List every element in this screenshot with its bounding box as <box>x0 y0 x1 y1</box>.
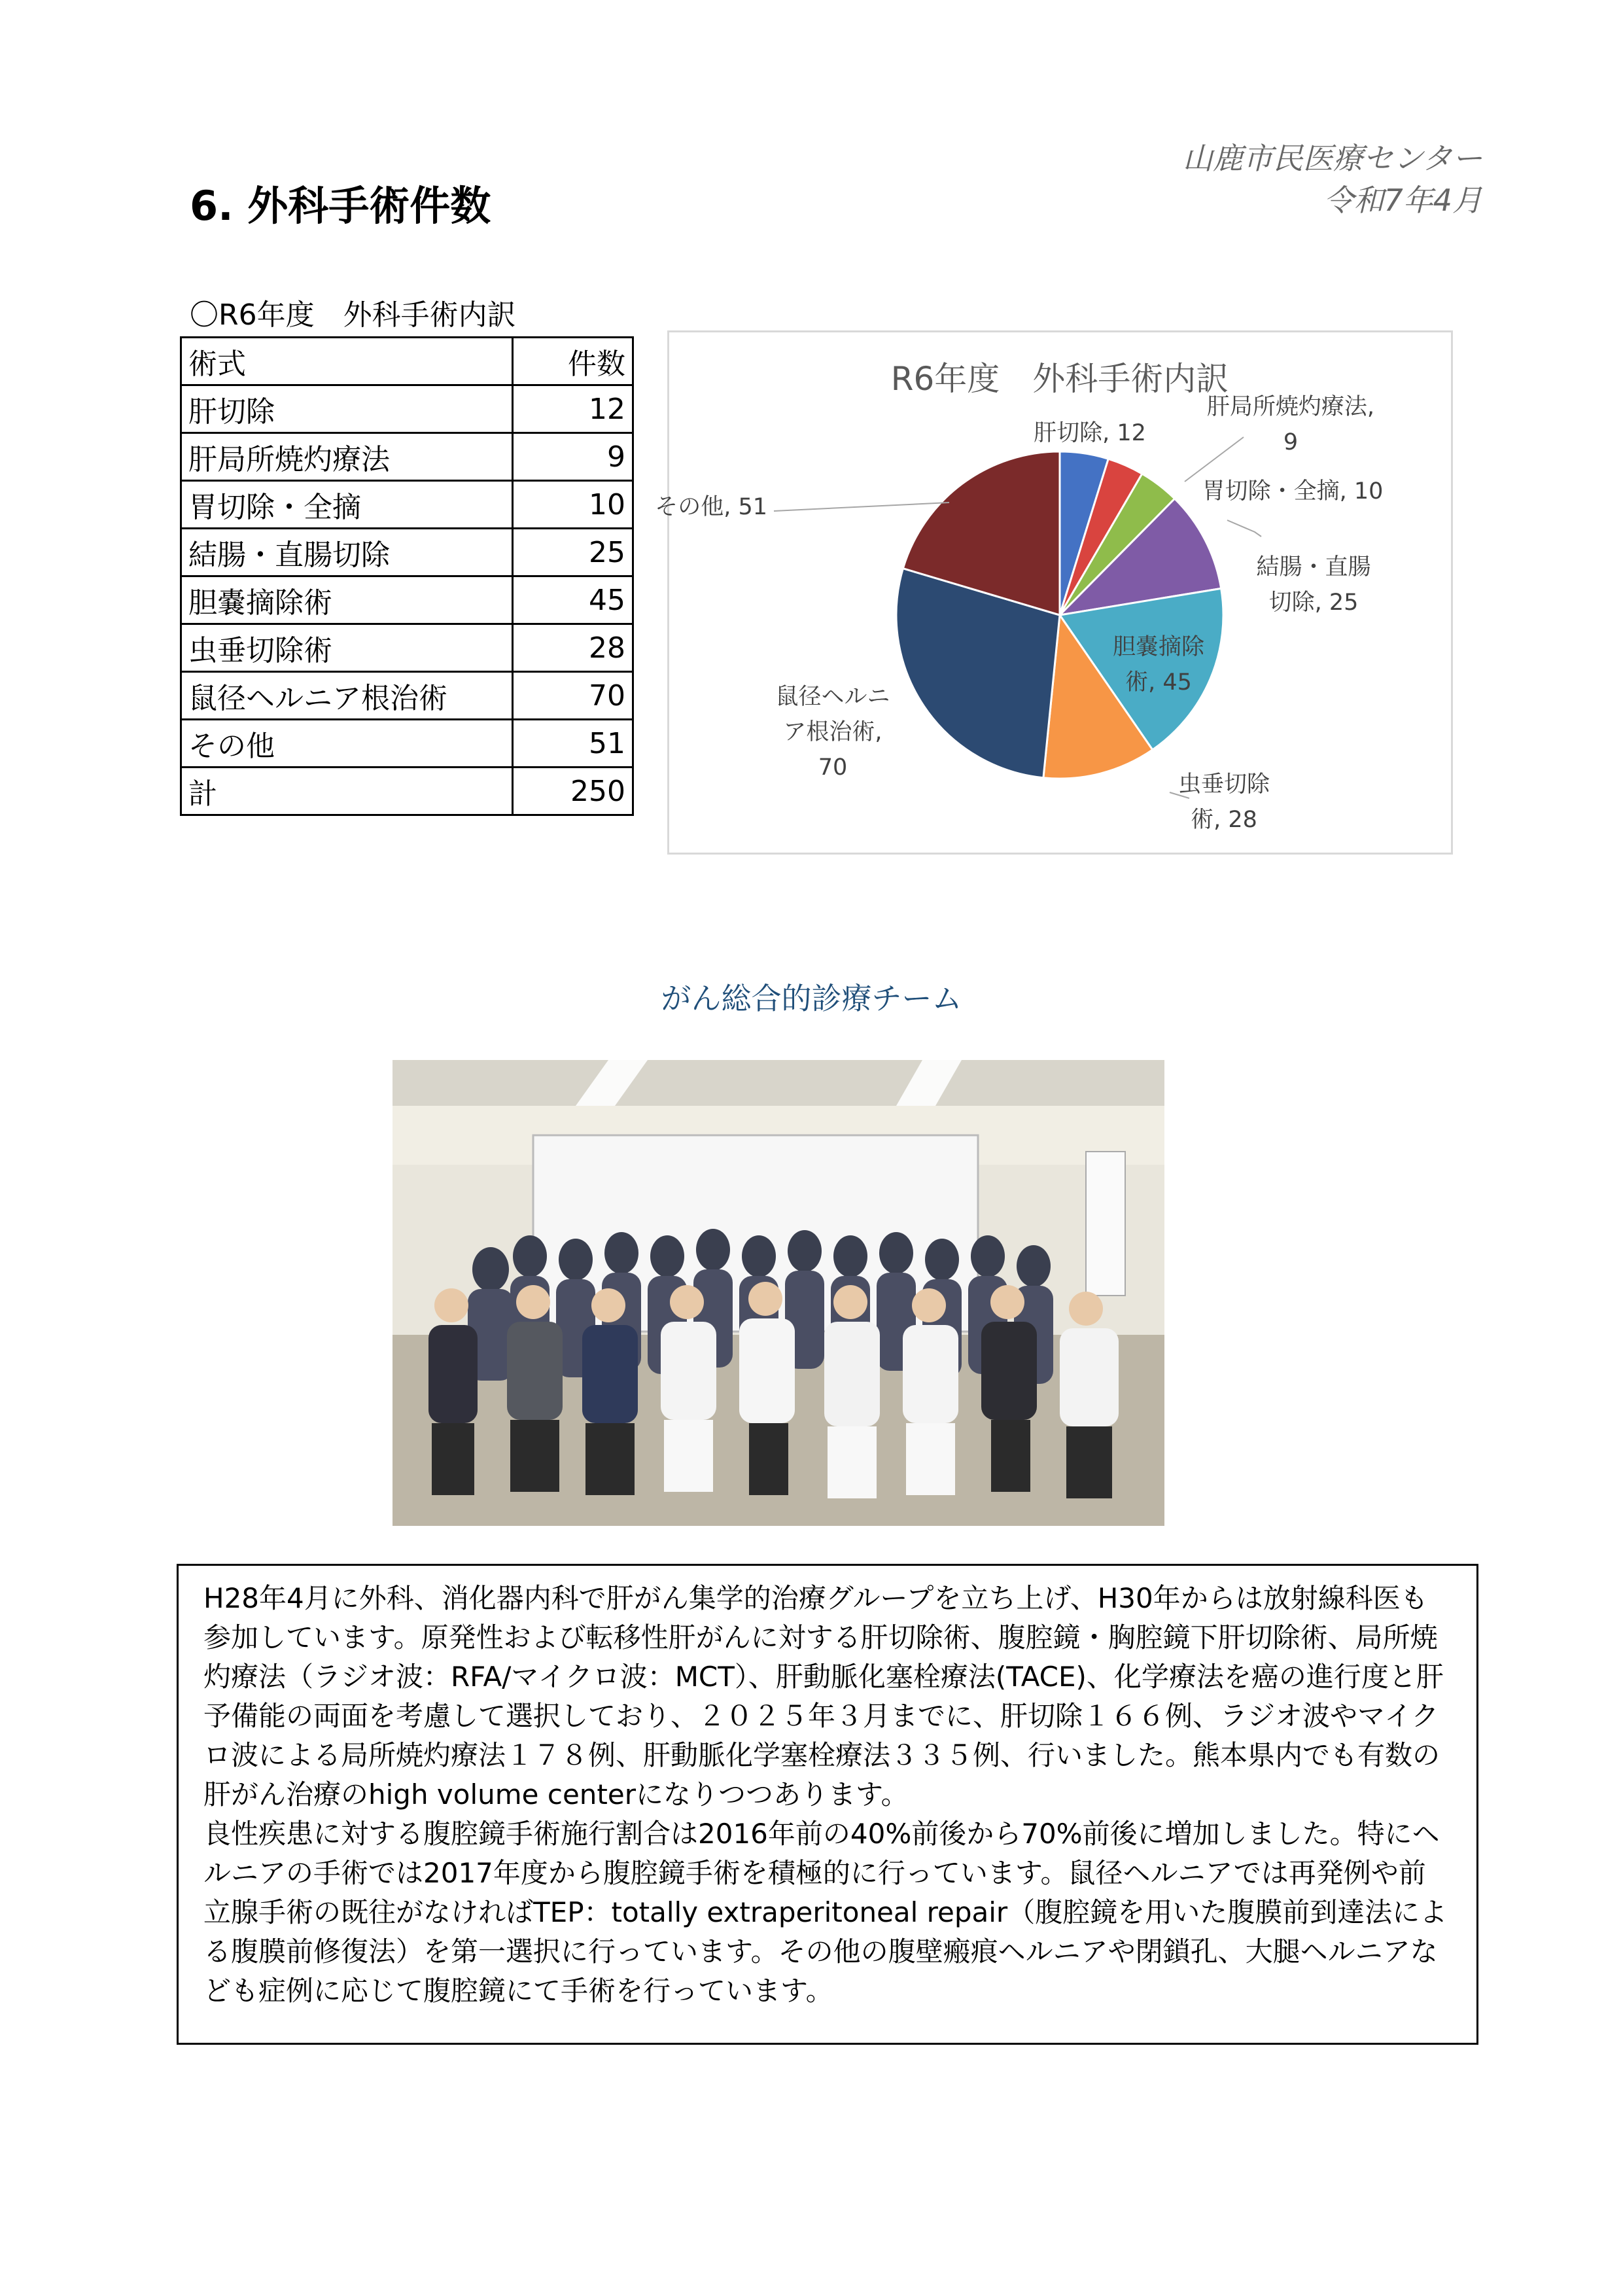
total-label: 計 <box>181 768 513 815</box>
table-caption: 〇R6年度 外科手術内訳 <box>190 298 516 332</box>
row-procedure-count: 9 <box>513 433 633 481</box>
table-row <box>181 720 633 768</box>
surgery-table <box>180 336 634 816</box>
page-title: 6. 外科手術件数 <box>190 182 491 230</box>
column-header-procedure: 術式 <box>181 338 513 385</box>
table-row <box>181 529 633 576</box>
row-procedure-count: 25 <box>513 529 633 576</box>
row-procedure-name: 結腸・直腸切除 <box>181 529 513 576</box>
pie-data-label: 胆嚢摘除術, 45 <box>1112 634 1205 696</box>
description-paragraph: 良性疾患に対する腹腔鏡手術施行割合は2016年前の40%前後から70%前後に増加しました。特にヘルニアの手術では2017年度から腹腔鏡手術を積極的に行っています。鼠径ヘルニアでは再発例や前立腺手術の既往がなければTEP：totally extraperitoneal repair（腹腔鏡を用いた腹膜前到達法による腹膜前修復法）を第一選択に行っています。その他の腹壁瘢痕ヘルニアや閉鎖孔、大腿ヘルニアなども症例に応じて腹腔鏡にて手術を行っています。 <box>203 1818 1448 2007</box>
table-header-row <box>181 338 633 385</box>
table-row <box>181 576 633 624</box>
report-date: 令和7年4月 <box>1323 183 1482 218</box>
pie-data-label: 鼠径ヘルニア根治術, 70 <box>775 684 890 781</box>
row-procedure-count: 45 <box>513 576 633 624</box>
row-procedure-count: 51 <box>513 720 633 768</box>
row-procedure-name: 虫垂切除術 <box>181 624 513 672</box>
table-total-row <box>181 768 633 815</box>
column-header-count: 件数 <box>513 338 633 385</box>
table-row <box>181 624 633 672</box>
pie-leader-line <box>1227 520 1261 537</box>
description-paragraph: H28年4月に外科、消化器内科で肝がん集学的治療グループを立ち上げ、H30年からは放射線科医も参加しています。原発性および転移性肝がんに対する肝切除術、腹腔鏡・胸腔鏡下肝切除術、局所焼灼療法（ラジオ波：RFA/マイクロ波：MCT）、肝動脈化塞栓療法(TACE)、化学療法を癌の進行度と肝予備能の両面を考慮して選択しており、２０２５年３月までに、肝切除１６６例、ラジオ波やマイクロ波による局所焼灼療法１７８例、肝動脈化学塞栓療法３３５例、行いました。熊本県内でも有数の肝がん治療のhigh volume centerになりつつあります。 <box>203 1582 1444 1810</box>
row-procedure-name: 肝切除 <box>181 385 513 433</box>
row-procedure-name: 胆嚢摘除術 <box>181 576 513 624</box>
table-row <box>181 385 633 433</box>
team-group-photo <box>393 1060 1164 1526</box>
row-procedure-count: 70 <box>513 672 633 720</box>
pie-slices <box>896 451 1223 779</box>
table-row <box>181 481 633 529</box>
pie-chart-frame <box>655 330 1453 855</box>
row-procedure-count: 10 <box>513 481 633 529</box>
row-procedure-name: 胃切除・全摘 <box>181 481 513 529</box>
pie-data-label: 肝切除, 12 <box>1034 420 1146 446</box>
pie-data-label: 肝局所焼灼療法, 9 <box>1206 394 1375 455</box>
description-box <box>177 1564 1478 2045</box>
row-procedure-name: その他 <box>181 720 513 768</box>
photo-illustration <box>393 1060 1164 1526</box>
organization-name: 山鹿市民医療センター <box>1182 141 1482 176</box>
chart-title: R6年度 外科手術内訳 <box>890 360 1229 398</box>
pie-leader-line <box>1185 437 1244 482</box>
table-row <box>181 672 633 720</box>
pie-data-label: その他, 51 <box>655 494 767 520</box>
row-procedure-count: 28 <box>513 624 633 672</box>
row-procedure-name: 肝局所焼灼療法 <box>181 433 513 481</box>
header-organization-block <box>1183 137 1482 221</box>
total-count: 250 <box>513 768 633 815</box>
pie-data-label: 結腸・直腸切除, 25 <box>1256 554 1371 616</box>
row-procedure-count: 12 <box>513 385 633 433</box>
pie-data-label: 胃切除・全摘, 10 <box>1202 478 1384 504</box>
team-section-heading: がん総合的診療チーム <box>661 981 962 1016</box>
table-row <box>181 433 633 481</box>
pie-chart <box>655 332 1451 853</box>
pie-leader-line <box>774 503 949 511</box>
row-procedure-name: 鼠径ヘルニア根治術 <box>181 672 513 720</box>
pie-data-label: 虫垂切除術, 28 <box>1178 771 1270 833</box>
